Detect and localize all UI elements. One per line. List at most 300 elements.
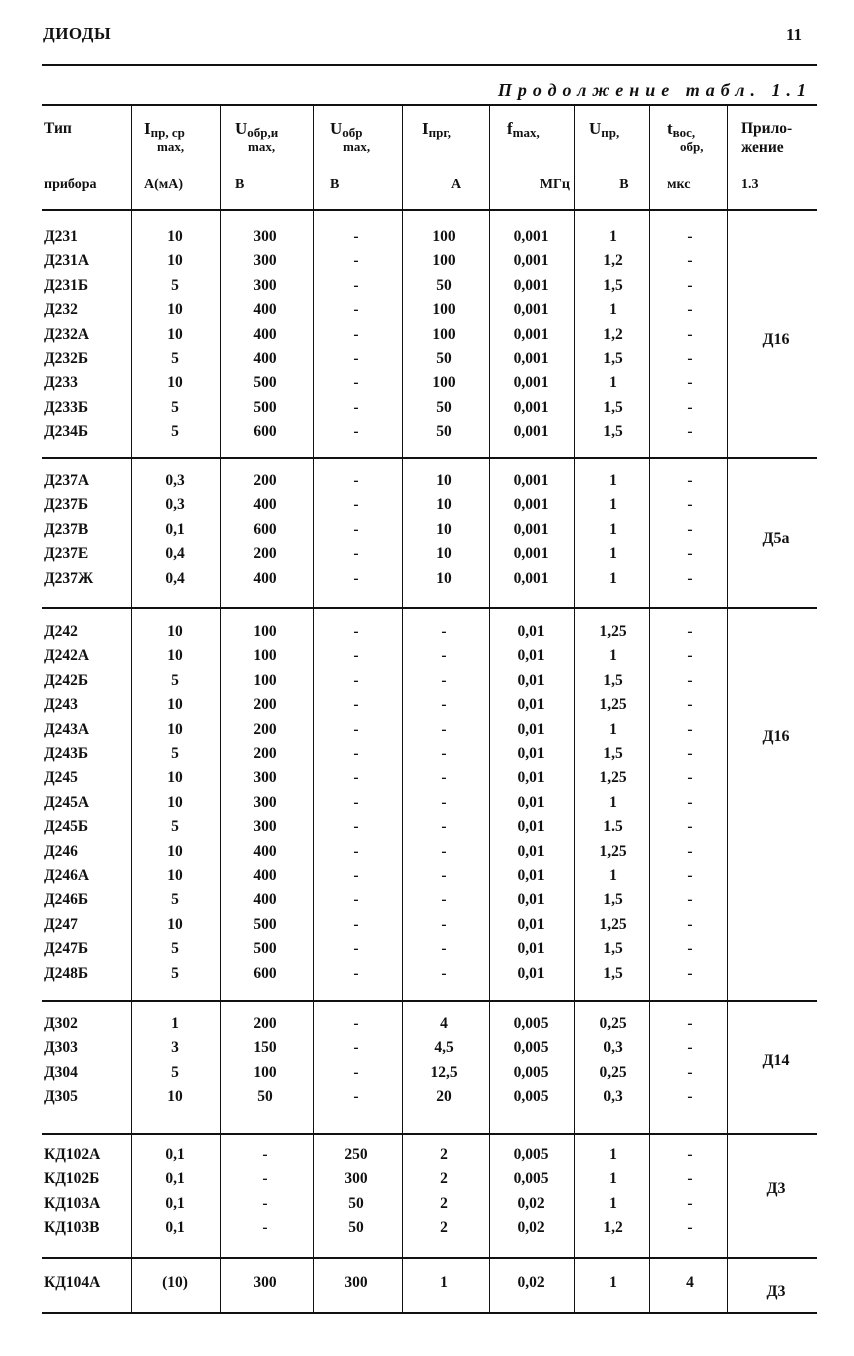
column-header-0 xyxy=(44,119,97,192)
table-cell: - xyxy=(353,301,359,319)
table-cell: - xyxy=(441,964,447,982)
table-cell: 2 xyxy=(440,1146,448,1163)
device-type-cell: Д242Б xyxy=(44,671,89,689)
table-cell: 2 xyxy=(440,1219,448,1237)
table-cell: 1,5 xyxy=(603,423,623,441)
column-divider xyxy=(402,104,403,1313)
table-cell: 0,25 xyxy=(599,1063,627,1081)
table-cell: 0,001 xyxy=(513,325,549,343)
row-rule xyxy=(42,1257,817,1259)
table-cell: - xyxy=(262,1146,268,1163)
header-subscript: прг, xyxy=(428,125,452,140)
table-cell: - xyxy=(353,915,359,933)
table-cell: 5 xyxy=(171,423,179,441)
device-type-cell: Д232А xyxy=(44,325,90,343)
table-cell: 0,001 xyxy=(513,569,549,587)
table-cell: 1 xyxy=(440,1274,448,1291)
table-cell: 150 xyxy=(253,1039,277,1057)
table-cell: 10 xyxy=(167,915,183,933)
table-cell: 400 xyxy=(253,301,277,319)
table-cell: 0,001 xyxy=(513,374,549,392)
row-rule xyxy=(42,104,817,106)
table-cell: 5 xyxy=(171,964,179,982)
table-cell: 10 xyxy=(167,842,183,860)
device-type-cell: КД104А xyxy=(44,1274,101,1291)
table-cell: 1,2 xyxy=(603,325,623,343)
table-cell: 1 xyxy=(609,228,617,245)
table-cell: 0,1 xyxy=(165,1194,185,1212)
table-cell: 100 xyxy=(432,252,456,270)
header-text: жение xyxy=(741,139,784,156)
table-cell: - xyxy=(353,842,359,860)
table-cell: - xyxy=(687,472,693,489)
table-cell: - xyxy=(353,398,359,416)
table-cell: - xyxy=(441,623,447,640)
table-cell: - xyxy=(441,769,447,787)
table-cell: 0,001 xyxy=(513,472,549,489)
table-cell: 1 xyxy=(609,496,617,514)
table-cell: - xyxy=(353,940,359,958)
header-symbol: t xyxy=(667,119,673,138)
column-divider xyxy=(574,104,575,1313)
table-cell: - xyxy=(687,745,693,762)
table-cell: 0,3 xyxy=(165,472,185,489)
header-subscript: пр, xyxy=(601,125,620,140)
table-cell: 100 xyxy=(253,671,277,689)
table-cell: 0,001 xyxy=(513,276,549,294)
table-cell: - xyxy=(687,1039,693,1057)
table-cell: 0,01 xyxy=(517,647,545,665)
table-cell: 1,5 xyxy=(603,940,623,958)
device-type-cell: Д248Б xyxy=(44,964,89,982)
table-cell: - xyxy=(353,623,359,640)
device-type-cell: Д237Е xyxy=(44,545,89,563)
table-cell: - xyxy=(687,398,693,416)
table-cell: 0,1 xyxy=(165,520,185,538)
table-cell: 10 xyxy=(167,1088,183,1106)
table-cell: 1 xyxy=(171,1015,179,1032)
table-cell: 600 xyxy=(253,964,277,982)
table-cell: 0,005 xyxy=(513,1015,549,1032)
header-unit: А(мА) xyxy=(144,177,184,192)
table-cell: 0,01 xyxy=(517,940,545,958)
table-cell: 0,02 xyxy=(517,1194,545,1212)
appendix-ref: Д3 xyxy=(766,1283,786,1300)
table-cell: - xyxy=(687,1088,693,1106)
table-cell: 0,005 xyxy=(513,1146,549,1163)
table-cell: - xyxy=(353,1088,359,1106)
table-cell: - xyxy=(687,569,693,587)
table-cell: - xyxy=(687,867,693,884)
table-cell: 0,01 xyxy=(517,745,545,762)
table-cell: 3 xyxy=(171,1039,179,1057)
table-cell: 1 xyxy=(609,867,617,884)
table-cell: 300 xyxy=(344,1274,368,1291)
table-cell: - xyxy=(353,252,359,270)
table-cell: 0,01 xyxy=(517,964,545,982)
table-cell: 5 xyxy=(171,276,179,294)
header-symbol: I xyxy=(144,119,151,138)
table-cell: - xyxy=(687,325,693,343)
table-cell: 0,01 xyxy=(517,891,545,909)
table-cell: - xyxy=(441,867,447,884)
table-cell: 500 xyxy=(253,915,277,933)
table-cell: 0,005 xyxy=(513,1063,549,1081)
table-cell: 0,1 xyxy=(165,1146,185,1163)
header-symbol: U xyxy=(589,119,602,138)
table-cell: 50 xyxy=(348,1219,364,1237)
header-symbol: I xyxy=(422,119,429,138)
table-cell: 0,001 xyxy=(513,228,549,245)
table-cell: 0,01 xyxy=(517,769,545,787)
table-cell: 10 xyxy=(167,720,183,738)
header-subscript: обр xyxy=(342,125,363,140)
table-cell: 5 xyxy=(171,745,179,762)
table-cell: 0,01 xyxy=(517,818,545,836)
table-cell: 300 xyxy=(253,1274,277,1291)
table-cell: (10) xyxy=(162,1274,188,1291)
table-cell: 5 xyxy=(171,671,179,689)
table-cell: 300 xyxy=(253,818,277,836)
table-cell: 5 xyxy=(171,891,179,909)
table-cell: - xyxy=(441,842,447,860)
appendix-ref: Д16 xyxy=(762,331,790,348)
device-type-cell: Д237В xyxy=(44,520,89,538)
table-cell: - xyxy=(687,1194,693,1212)
header-unit: В xyxy=(619,177,629,192)
device-type-cell: Д243 xyxy=(44,696,78,714)
table-cell: 1,5 xyxy=(603,891,623,909)
table-cell: 400 xyxy=(253,867,277,884)
device-type-cell: Д231Б xyxy=(44,276,89,294)
table-cell: 100 xyxy=(432,374,456,392)
table-cell: - xyxy=(353,745,359,762)
table-cell: 10 xyxy=(167,867,183,884)
table-cell: - xyxy=(353,867,359,884)
table-cell: 10 xyxy=(167,228,183,245)
table-cell: 50 xyxy=(257,1088,273,1106)
table-cell: - xyxy=(687,940,693,958)
table-cell: 1,5 xyxy=(603,671,623,689)
header-subscript: max, xyxy=(512,125,540,140)
table-cell: 0,3 xyxy=(603,1088,623,1106)
column-header-7 xyxy=(667,119,704,192)
table-cell: 10 xyxy=(167,301,183,319)
table-cell: - xyxy=(687,842,693,860)
column-header-3 xyxy=(330,119,371,192)
device-type-cell: Д237Ж xyxy=(44,569,94,587)
table-cell: 1 xyxy=(609,472,617,489)
table-cell: 0,02 xyxy=(517,1219,545,1237)
table-cell: 600 xyxy=(253,520,277,538)
table-cell: - xyxy=(262,1219,268,1237)
device-type-cell: Д245А xyxy=(44,793,90,811)
table-cell: - xyxy=(353,769,359,787)
table-cell: 200 xyxy=(253,545,277,563)
table-cell: - xyxy=(687,1170,693,1188)
table-cell: - xyxy=(353,793,359,811)
table-cell: 10 xyxy=(436,472,452,489)
row-rule xyxy=(42,1000,817,1002)
table-cell: 300 xyxy=(253,228,277,245)
table-cell: 10 xyxy=(167,696,183,714)
table-cell: 100 xyxy=(432,228,456,245)
column-header-8 xyxy=(741,119,793,192)
table-cell: - xyxy=(687,520,693,538)
table-cell: - xyxy=(353,228,359,245)
table-cell: - xyxy=(687,423,693,441)
table-cell: 200 xyxy=(253,472,277,489)
table-cell: 1,5 xyxy=(603,276,623,294)
column-header-2 xyxy=(235,119,279,192)
table-cell: 100 xyxy=(253,1063,277,1081)
header-subscript: пр, ср xyxy=(150,125,185,140)
table-cell: - xyxy=(441,915,447,933)
header-symbol: U xyxy=(235,119,248,138)
table-cell: 300 xyxy=(253,793,277,811)
row-rule xyxy=(42,209,817,211)
table-cell: - xyxy=(687,1063,693,1081)
device-type-cell: КД102А xyxy=(44,1146,101,1163)
row-rule xyxy=(42,457,817,459)
device-type-cell: Д247Б xyxy=(44,940,89,958)
table-cell: - xyxy=(353,545,359,563)
column-divider xyxy=(649,104,650,1313)
table-cell: - xyxy=(353,696,359,714)
column-header-1 xyxy=(144,119,185,192)
device-type-cell: Д232Б xyxy=(44,350,89,367)
table-cell: 1,5 xyxy=(603,398,623,416)
table-cell: - xyxy=(687,915,693,933)
table-cell: 1,2 xyxy=(603,252,623,270)
table-cell: 500 xyxy=(253,940,277,958)
table-cell: - xyxy=(441,940,447,958)
column-divider xyxy=(727,104,728,1313)
device-type-cell: Д243А xyxy=(44,720,90,738)
table-cell: 1 xyxy=(609,793,617,811)
page-number: 11 xyxy=(786,25,803,44)
table-cell: 0,001 xyxy=(513,496,549,514)
table-cell: - xyxy=(687,545,693,563)
table-cell: 50 xyxy=(348,1194,364,1212)
table-cell: 100 xyxy=(432,325,456,343)
table-cell: 20 xyxy=(436,1088,452,1106)
table-cell: - xyxy=(441,647,447,665)
table-cell: 50 xyxy=(436,276,452,294)
table-cell: 0,01 xyxy=(517,793,545,811)
table-cell: 10 xyxy=(436,496,452,514)
table-cell: 10 xyxy=(436,545,452,563)
device-type-cell: КД102Б xyxy=(44,1170,100,1188)
table-cell: - xyxy=(441,793,447,811)
table-cell: 1.5 xyxy=(603,818,623,836)
table-cell: 400 xyxy=(253,842,277,860)
table-cell: 4,5 xyxy=(434,1039,454,1057)
device-type-cell: Д246А xyxy=(44,867,90,884)
table-cell: - xyxy=(687,769,693,787)
device-type-cell: КД103А xyxy=(44,1194,101,1212)
page-header-title: ДИОДЫ xyxy=(43,24,112,43)
table-cell: - xyxy=(687,696,693,714)
table-cell: - xyxy=(687,818,693,836)
table-cell: 100 xyxy=(432,301,456,319)
table-cell: 0,001 xyxy=(513,301,549,319)
table-cell: 400 xyxy=(253,350,277,367)
table-cell: - xyxy=(353,1015,359,1032)
device-type-cell: Д242А xyxy=(44,647,90,665)
table-cell: 0,4 xyxy=(165,545,185,563)
table-cell: - xyxy=(353,374,359,392)
table-cell: - xyxy=(353,276,359,294)
header-unit: мкс xyxy=(667,177,691,192)
column-header-6 xyxy=(589,119,629,192)
header-rule xyxy=(42,64,817,66)
table-cell: 0,005 xyxy=(513,1088,549,1106)
table-cell: 300 xyxy=(253,769,277,787)
device-type-cell: Д303 xyxy=(44,1039,78,1057)
table-cell: 4 xyxy=(686,1274,694,1291)
table-cell: 400 xyxy=(253,891,277,909)
table-cell: 300 xyxy=(344,1170,368,1188)
device-type-cell: Д245 xyxy=(44,769,78,787)
table-cell: - xyxy=(441,696,447,714)
device-type-cell: Д302 xyxy=(44,1015,78,1032)
table-cell: 0,001 xyxy=(513,423,549,441)
table-cell: 100 xyxy=(253,647,277,665)
table-cell: 1,25 xyxy=(599,623,627,640)
table-cell: - xyxy=(687,374,693,392)
table-cell: - xyxy=(687,252,693,270)
table-cell: 0,3 xyxy=(603,1039,623,1057)
table-cell: 5 xyxy=(171,1063,179,1081)
table-cell: 2 xyxy=(440,1194,448,1212)
table-cell: - xyxy=(687,964,693,982)
table-cell: 0,01 xyxy=(517,671,545,689)
table-cell: 5 xyxy=(171,940,179,958)
table-cell: - xyxy=(353,350,359,367)
table-cell: 1 xyxy=(609,1194,617,1212)
header-subscript: вос, xyxy=(672,125,696,140)
table-cell: 1 xyxy=(609,545,617,563)
header-unit: прибора xyxy=(44,177,97,192)
device-type-cell: Д242 xyxy=(44,623,78,640)
table-cell: 1,25 xyxy=(599,842,627,860)
table-cell: 5 xyxy=(171,818,179,836)
table-cell: - xyxy=(687,1146,693,1163)
table-cell: 10 xyxy=(436,569,452,587)
table-cell: 0,1 xyxy=(165,1170,185,1188)
table-cell: 200 xyxy=(253,696,277,714)
appendix-ref: Д14 xyxy=(762,1052,790,1069)
table-cell: 0,005 xyxy=(513,1170,549,1188)
table-cell: 1 xyxy=(609,569,617,587)
table-cell: 1 xyxy=(609,1274,617,1291)
table-cell: - xyxy=(353,671,359,689)
table-cell: - xyxy=(353,647,359,665)
table-cell: 250 xyxy=(344,1146,368,1163)
table-cell: - xyxy=(353,423,359,441)
table-cell: 1,5 xyxy=(603,964,623,982)
device-type-cell: Д232 xyxy=(44,301,78,319)
table-cell: - xyxy=(441,720,447,738)
header-subscript: max, xyxy=(157,139,185,154)
appendix-ref: Д3 xyxy=(766,1180,786,1197)
table-cell: 0,01 xyxy=(517,696,545,714)
table-cell: 10 xyxy=(436,520,452,538)
table-cell: 1,25 xyxy=(599,769,627,787)
device-type-cell: Д233Б xyxy=(44,398,89,416)
table-cell: - xyxy=(262,1170,268,1188)
table-cell: 50 xyxy=(436,350,452,367)
table-cell: 10 xyxy=(167,623,183,640)
table-cell: 1 xyxy=(609,1170,617,1188)
table-cell: 0,001 xyxy=(513,520,549,538)
device-type-cell: Д233 xyxy=(44,374,78,392)
table-cell: - xyxy=(262,1194,268,1212)
table-cell: 1,2 xyxy=(603,1219,623,1237)
table-cell: 2 xyxy=(440,1170,448,1188)
table-cell: 10 xyxy=(167,769,183,787)
table-cell: 500 xyxy=(253,398,277,416)
table-cell: 0,005 xyxy=(513,1039,549,1057)
table-cell: - xyxy=(441,818,447,836)
table-cell: 12,5 xyxy=(430,1063,458,1081)
table-cell: - xyxy=(687,350,693,367)
table-cell: - xyxy=(353,1063,359,1081)
table-cell: 0,01 xyxy=(517,720,545,738)
table-cell: 0,01 xyxy=(517,915,545,933)
column-divider xyxy=(313,104,314,1313)
table-cell: 1,5 xyxy=(603,745,623,762)
table-cell: 400 xyxy=(253,325,277,343)
table-cell: 1 xyxy=(609,301,617,319)
table-cell: 1 xyxy=(609,1146,617,1163)
device-type-cell: Д231 xyxy=(44,228,78,245)
table-cell: - xyxy=(441,891,447,909)
table-cell: - xyxy=(687,228,693,245)
table-cell: 5 xyxy=(171,350,179,367)
device-type-cell: Д234Б xyxy=(44,423,89,441)
table-cell: 400 xyxy=(253,569,277,587)
table-cell: 1,25 xyxy=(599,696,627,714)
table-cell: 0,01 xyxy=(517,842,545,860)
device-type-cell: КД103В xyxy=(44,1219,100,1237)
header-subscript: обр, xyxy=(680,139,704,154)
table-cell: 0,1 xyxy=(165,1219,185,1237)
table-cell: 0,001 xyxy=(513,350,549,367)
header-unit: В xyxy=(235,177,245,192)
table-cell: 200 xyxy=(253,745,277,762)
column-divider xyxy=(131,104,132,1313)
appendix-ref: Д5а xyxy=(762,530,790,547)
table-cell: - xyxy=(687,1015,693,1032)
table-cell: - xyxy=(687,793,693,811)
table-cell: - xyxy=(441,671,447,689)
table-cell: 1 xyxy=(609,720,617,738)
table-cell: 5 xyxy=(171,398,179,416)
table-cell: - xyxy=(687,276,693,294)
table-cell: 600 xyxy=(253,423,277,441)
table-cell: 10 xyxy=(167,325,183,343)
table-cell: 0,01 xyxy=(517,623,545,640)
table-cell: 500 xyxy=(253,374,277,392)
device-type-cell: Д237А xyxy=(44,472,90,489)
table-cell: 200 xyxy=(253,1015,277,1032)
table-cell: - xyxy=(353,891,359,909)
table-cell: 50 xyxy=(436,398,452,416)
table-cell: 10 xyxy=(167,374,183,392)
table-cell: 10 xyxy=(167,252,183,270)
